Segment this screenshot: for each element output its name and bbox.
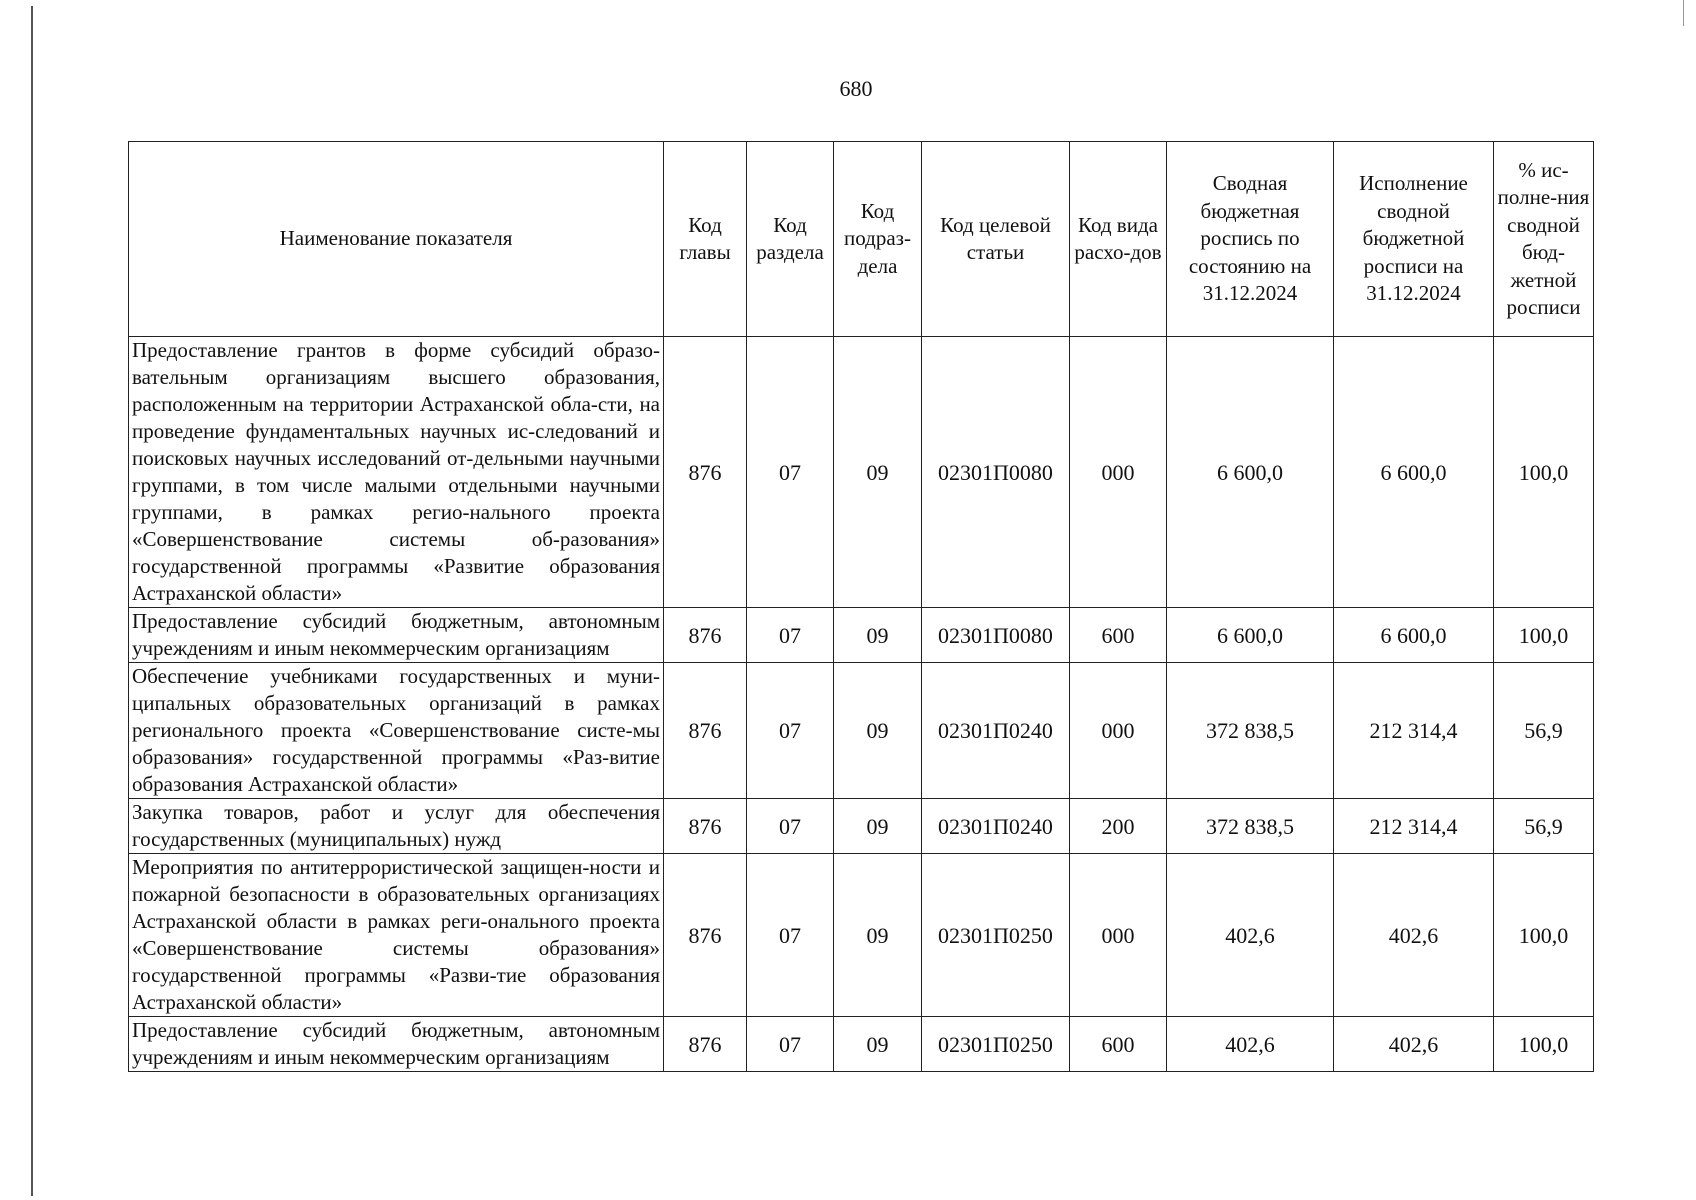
row-budget-plan: 6 600,0 [1167, 608, 1334, 663]
row-chapter-code: 876 [664, 663, 747, 799]
table-row [129, 337, 1594, 608]
row-budget-execution: 402,6 [1334, 1017, 1494, 1072]
header-budget-plan: Сводная бюджетная роспись по состоянию на 31.12.2024 [1167, 142, 1334, 337]
header-expense-type-code: Код вида расхо-дов [1070, 142, 1167, 337]
row-execution-percent: 100,0 [1494, 854, 1594, 1017]
row-budget-plan: 372 838,5 [1167, 799, 1334, 854]
row-budget-execution: 6 600,0 [1334, 608, 1494, 663]
row-section-code: 07 [747, 337, 834, 608]
row-execution-percent: 56,9 [1494, 663, 1594, 799]
row-target-code: 02301П0240 [922, 799, 1070, 854]
row-chapter-code: 876 [664, 799, 747, 854]
row-section-code: 07 [747, 663, 834, 799]
row-expense-type-code: 000 [1070, 663, 1167, 799]
row-section-code: 07 [747, 854, 834, 1017]
page-number: 680 [839, 76, 873, 101]
row-target-code: 02301П0250 [922, 1017, 1070, 1072]
row-section-code: 07 [747, 799, 834, 854]
row-name: Предоставление грантов в форме субсидий образо-вательным организациям высшего образования, расположенным на территории Астраханской обла-сти, на проведение фундаментальных научных ис-следований и поисковых научных исследований от-дельными научными группами, в том числе малыми отдельными научными группами, в рамках регио-нального проекта «Совершенствование системы об-разования» государственной программы «Развитие образования Астраханской области» [129, 337, 664, 608]
row-execution-percent: 100,0 [1494, 608, 1594, 663]
row-execution-percent: 56,9 [1494, 799, 1594, 854]
row-subsection-code: 09 [834, 608, 922, 663]
row-chapter-code: 876 [664, 1017, 747, 1072]
row-execution-percent: 100,0 [1494, 1017, 1594, 1072]
budget-table [128, 141, 1594, 1072]
row-expense-type-code: 000 [1070, 337, 1167, 608]
row-execution-percent: 100,0 [1494, 337, 1594, 608]
header-section-code: Код раздела [747, 142, 834, 337]
table-row [129, 1017, 1594, 1072]
row-target-code: 02301П0080 [922, 337, 1070, 608]
header-name: Наименование показателя [129, 142, 664, 337]
scan-edge-right [1683, 0, 1684, 26]
row-budget-plan: 6 600,0 [1167, 337, 1334, 608]
row-subsection-code: 09 [834, 799, 922, 854]
header-chapter-code: Код главы [664, 142, 747, 337]
row-subsection-code: 09 [834, 663, 922, 799]
table-row [129, 608, 1594, 663]
row-chapter-code: 876 [664, 608, 747, 663]
row-expense-type-code: 200 [1070, 799, 1167, 854]
row-budget-plan: 402,6 [1167, 854, 1334, 1017]
row-name: Предоставление субсидий бюджетным, автономным учреждениям и иным некоммерческим организациям [129, 608, 664, 663]
row-chapter-code: 876 [664, 854, 747, 1017]
row-section-code: 07 [747, 608, 834, 663]
table-row [129, 799, 1594, 854]
row-budget-execution: 212 314,4 [1334, 663, 1494, 799]
row-expense-type-code: 600 [1070, 1017, 1167, 1072]
table-row [129, 663, 1594, 799]
row-expense-type-code: 600 [1070, 608, 1167, 663]
row-budget-execution: 6 600,0 [1334, 337, 1494, 608]
scan-edge-left [31, 6, 33, 1196]
row-subsection-code: 09 [834, 337, 922, 608]
row-name: Закупка товаров, работ и услуг для обеспечения государственных (муниципальных) нужд [129, 799, 664, 854]
row-subsection-code: 09 [834, 854, 922, 1017]
table-row [129, 854, 1594, 1017]
row-target-code: 02301П0250 [922, 854, 1070, 1017]
header-subsection-code: Код подраз-дела [834, 142, 922, 337]
row-subsection-code: 09 [834, 1017, 922, 1072]
row-budget-execution: 212 314,4 [1334, 799, 1494, 854]
row-name: Обеспечение учебниками государственных и муни-ципальных образовательных организаций в рамках регионального проекта «Совершенствование систе-мы образования» государственной программы «Раз-витие образования Астраханской области» [129, 663, 664, 799]
row-budget-plan: 402,6 [1167, 1017, 1334, 1072]
row-budget-execution: 402,6 [1334, 854, 1494, 1017]
row-name: Мероприятия по антитеррористической защищен-ности и пожарной безопасности в образовательных организациях Астраханской области в рамках реги-онального проекта «Совершенствование системы образования» государственной программы «Разви-тие образования Астраханской области» [129, 854, 664, 1017]
row-target-code: 02301П0240 [922, 663, 1070, 799]
row-chapter-code: 876 [664, 337, 747, 608]
row-budget-plan: 372 838,5 [1167, 663, 1334, 799]
header-execution-percent: % ис-полне-ния сводной бюд-жетной росписи [1494, 142, 1594, 337]
header-budget-execution: Исполнение сводной бюджетной росписи на 31.12.2024 [1334, 142, 1494, 337]
row-section-code: 07 [747, 1017, 834, 1072]
header-target-code: Код целевой статьи [922, 142, 1070, 337]
header-row [129, 142, 1594, 337]
row-expense-type-code: 000 [1070, 854, 1167, 1017]
row-target-code: 02301П0080 [922, 608, 1070, 663]
row-name: Предоставление субсидий бюджетным, автономным учреждениям и иным некоммерческим организациям [129, 1017, 664, 1072]
